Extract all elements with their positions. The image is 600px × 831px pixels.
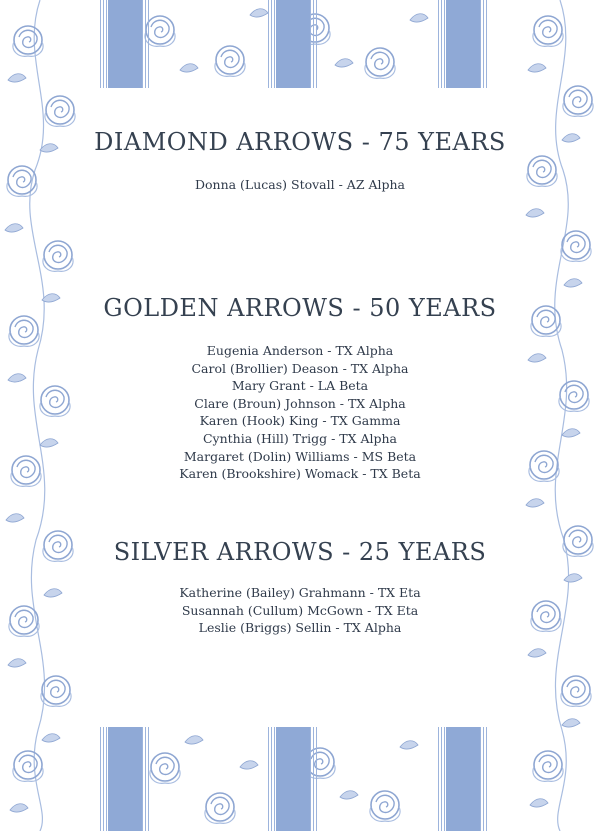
honoree-name: Carol (Brollier) Deason - TX Alpha <box>191 360 409 376</box>
honoree-name: Eugenia Anderson - TX Alpha <box>206 343 394 358</box>
floral-border-right <box>518 0 600 831</box>
honoree-name: Katherine (Bailey) Grahmann - TX Eta <box>179 585 421 600</box>
section-title-diamond: DIAMOND ARROWS - 75 YEARS <box>94 128 506 156</box>
honoree-name: Leslie (Briggs) Sellin - TX Alpha <box>198 620 402 636</box>
diamond-names <box>82 176 518 194</box>
honoree-name: Margaret (Dolin) Williams - MS Beta <box>183 448 417 464</box>
honoree-name: Mary Grant - LA Beta <box>231 378 369 394</box>
honoree-name: Karen (Brookshire) Womack - TX Beta <box>179 466 421 482</box>
section-title-golden: GOLDEN ARROWS - 50 YEARS <box>103 294 497 322</box>
rose-pattern-icon <box>518 0 600 831</box>
golden-names <box>82 342 518 483</box>
floral-border-left <box>0 0 80 831</box>
section-title-silver: SILVER ARROWS - 25 YEARS <box>113 538 487 566</box>
honoree-list <box>82 0 518 831</box>
honoree-name: Karen (Hook) King - TX Gamma <box>199 413 401 429</box>
honoree-name: Clare (Broun) Johnson - TX Alpha <box>194 395 406 411</box>
honoree-name: Donna (Lucas) Stovall - AZ Alpha <box>194 177 406 192</box>
silver-names <box>82 584 518 637</box>
honoree-name: Cynthia (Hill) Trigg - TX Alpha <box>202 430 398 446</box>
honoree-name: Susannah (Cullum) McGown - TX Eta <box>181 602 419 618</box>
rose-pattern-icon <box>0 0 80 831</box>
